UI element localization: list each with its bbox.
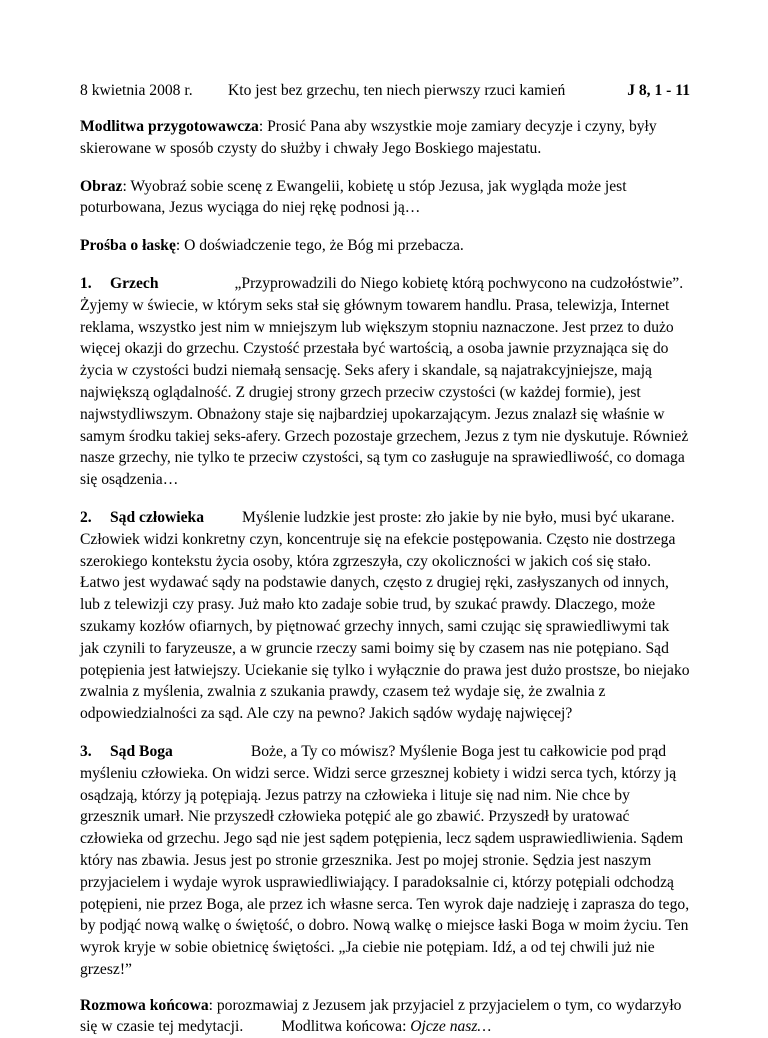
section-1 [80,273,690,491]
prep-prayer-label: Modlitwa przygotowawcza [80,118,259,135]
section-2 [80,507,690,725]
section-1-title: Grzech [110,274,159,292]
image-text: : Wyobraź sobie scenę z Ewangelii, kobietę u stóp Jezusa, jak wygląda może jest poturbowana, Jezus wyciąga do niej rękę podnosi ją… [80,177,627,217]
header-title: Kto jest bez grzechu, ten niech pierwszy rzuci kamień [228,82,566,99]
prep-prayer-paragraph [80,116,690,160]
image-label: Obraz [80,177,123,195]
section-2-title: Sąd człowieka [110,508,204,526]
request-paragraph [80,235,690,257]
section-3-title: Sąd Boga [110,742,173,760]
closing-label: Rozmowa końcowa [80,996,209,1014]
request-text: : O doświadczenie tego, że Bóg mi przebacza. [175,237,464,255]
section-3-number: 3. [80,742,92,760]
final-prayer-label: Modlitwa końcowa: [281,1018,411,1036]
header-reference: J 8, 1 - 11 [627,82,690,99]
section-2-text: Myślenie ludzkie jest proste: zło jakie by nie było, musi być ukarane. Człowiek widzi konkretny czyn, koncentruje się na efekcie postępowania. Często nie dostrzega szerokiego kontekstu życia osoby, która zgrzeszyła, czy okoliczności w jakich coś się stało. Łatwo jest wydawać sądy na podstawie danych, często z drugiej ręki, zasłyszanych od innych, lub z telewizji czy prasy. Już mało kto zadaje sobie trud, by szukać prawdy. Dlaczego, może szukamy kozłów ofiarnych, by piętnować grzechy innych, sami czując się sprawiedliwymi tak jak czynili to faryzeusze, a w gruncie rzeczy sami boimy się by czasem nas nie potępiano. Sąd potępienia jest łatwiejszy. Uciekanie się tylko i wyłącznie do prawa jest dużo prostsze, bo niejako zwalnia z myślenia, zwalnia z szukania prawdy, czasem też wydaje się, że zwalnia z odpowiedzialności za sąd. Ale czy na pewno? Jakich sądów wydaję najwięcej? [80,508,690,723]
document-page [80,80,690,1038]
section-1-text: „Przyprowadzili do Niego kobietę którą pochwycono na cudzołóstwie”. Żyjemy w świecie, w którym seks stał się głównym towarem handlu. Prasa, telewizja, Internet reklama, wszystko jest nim w mniejszym lub większym stopniu naznaczone. Jest przez to dużo więcej okazji do grzechu. Czystość przestała być wartością, a osoba jawnie przyznająca się do życia w czystości budzi niemałą sensację. Seks afery i skandale, są najatrakcyjniejsze, mają największą oglądalność. Z drugiej strony grzech przeciw czystości (w każdej formie), jest najwstydliwszym. Obnażony staje się najbardziej upokarzającym. Jezus znalazł się właśnie w samym środku takiej seks-afery. Grzech pozostaje grzechem, Jezus z tym nie dyskutuje. Również nasze grzechy, nie tylko te przeciw czystości, są tym co zasługuje na sprawiedliwość, co domaga się osądzenia… [80,274,689,489]
request-label: Prośba o łaskę [80,237,176,255]
section-3-text: Boże, a Ty co mówisz? Myślenie Boga jest tu całkowicie pod prąd myśleniu człowieka. On widzi serce. Widzi serce grzesznej kobiety i widzi serca tych, którzy ją osądzają, którzy ją potępiają. Jezus patrzy na człowieka i lituje się nad nim. Nie chce by grzesznik umarł. Nie przyszedł człowieka potępić ale go zbawić. Przyszedł by uratować człowieka od grzechu. Jego sąd nie jest sądem potępienia, lecz sądem usprawiedliwienia. Sądem który nas zbawia. Jesus jest po stronie grzesznika. Jest po mojej stronie. Sędzia jest naszym przyjacielem i wydaje wyrok usprawiedliwiający. I paradoksalnie ci, którzy potępiali odchodzą potępieni, nie przez Boga, ale przez ich własne serca. Ten wyrok daje nadzieję i zaprasza do tego, by podjąć nową walkę o świętość, o dobro. Nową walkę o miejsce łaski Boga w moim życiu. Ten wyrok kryje w sobie obietnicę świętości. „Ja ciebie nie potępiam. Idź, a od tej chwili już nie grzesz!” [80,742,690,978]
closing-text: : porozmawiaj z Jezusem jak przyjaciel z przyjacielem o tym, co wydarzyło się w czasie tej medytacji. [80,996,682,1036]
prep-prayer-text: : Prosić Pana aby wszystkie moje zamiary decyzje i czyny, były skierowane w sposób czysty do służby i chwały Jego Boskiego majestatu. [80,118,657,157]
header-date: 8 kwietnia 2008 r. [80,82,193,99]
document-header [80,80,690,102]
image-paragraph [80,176,690,220]
section-1-number: 1. [80,274,92,292]
closing-paragraph [80,995,690,1038]
final-prayer: Ojcze nasz… [410,1018,492,1036]
section-2-number: 2. [80,508,92,526]
section-3 [80,741,690,981]
